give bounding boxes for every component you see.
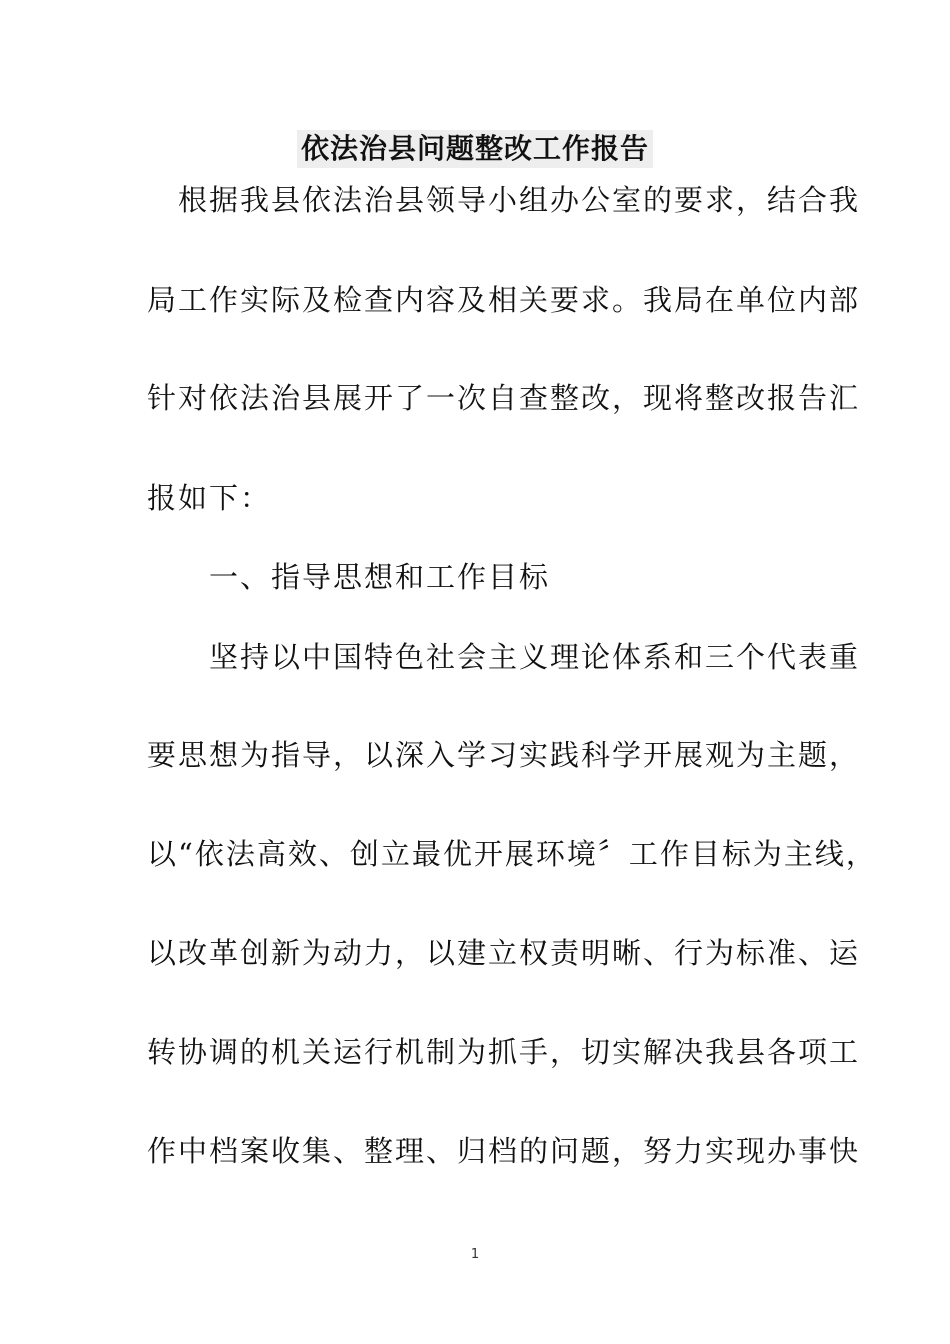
body-line-4: 报如下：	[147, 481, 272, 515]
body-line-9: 转协调的机关运行机制为抓手，切实解决我县各项工	[147, 1035, 861, 1069]
page-number: 1	[470, 1247, 480, 1262]
body-line-1: 根据我县依法治县领导小组办公室的要求，结合我	[147, 183, 861, 217]
section-heading-1: 一、指导思想和工作目标	[147, 560, 551, 594]
body-line-10: 作中档案收集、整理、归档的问题，努力实现办事快	[147, 1134, 861, 1168]
body-line-8: 以改革创新为动力，以建立权责明晰、行为标准、运	[147, 936, 861, 970]
body-line-3: 针对依法治县展开了一次自查整改，现将整改报告汇	[147, 381, 861, 415]
document-title	[0, 130, 950, 168]
body-line-5: 坚持以中国特色社会主义理论体系和三个代表重	[147, 640, 861, 674]
body-line-6: 要思想为指导，以深入学习实践科学开展观为主题，	[147, 738, 861, 772]
body-line-7: 以“依法高效、创立最优开展环境〞工作目标为主线，	[147, 837, 877, 871]
body-line-2: 局工作实际及检查内容及相关要求。我局在单位内部	[147, 283, 861, 317]
document-title-text: 依法治县问题整改工作报告	[297, 130, 653, 168]
